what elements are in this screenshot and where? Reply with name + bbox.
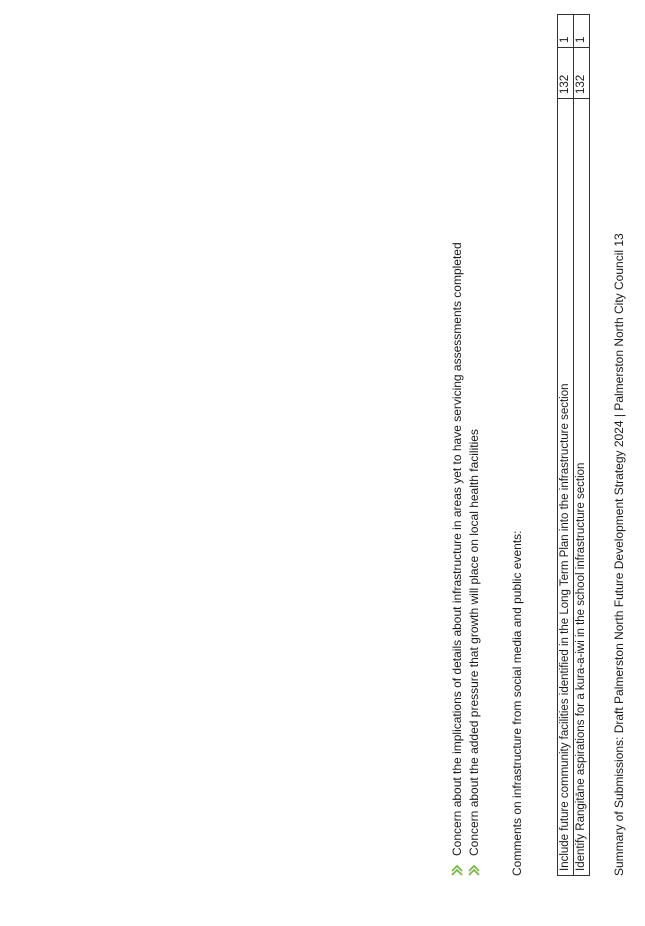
comments-intro: Comments on infrastructure from social media and public events:: [510, 530, 524, 876]
row-count: 1: [574, 15, 590, 48]
table-row: [558, 15, 574, 876]
row-number: 132: [574, 48, 590, 99]
page-footer: Summary of Submissions: Draft Palmerston North Future Development Strategy 2024 | Palmerston North City Council 13: [612, 233, 626, 876]
bullet-item: [450, 242, 464, 876]
double-chevron-right-icon: [468, 864, 480, 876]
row-text: Include future community facilities identified in the Long Term Plan into the infrastructure section: [558, 99, 574, 876]
bullet-text: Concern about the implications of details about infrastructure in areas yet to have servicing assessments completed: [450, 242, 464, 856]
row-count: 1: [558, 15, 574, 48]
bullet-text: Concern about the added pressure that growth will place on local health facilities: [467, 429, 481, 856]
double-chevron-right-icon: [451, 864, 463, 876]
bullet-item: [467, 429, 481, 876]
row-text: Identify Rangitāne aspirations for a kura-a-iwi in the school infrastructure section: [574, 99, 590, 876]
table-row: [574, 15, 590, 876]
row-number: 132: [558, 48, 574, 99]
submissions-table: [557, 14, 590, 876]
